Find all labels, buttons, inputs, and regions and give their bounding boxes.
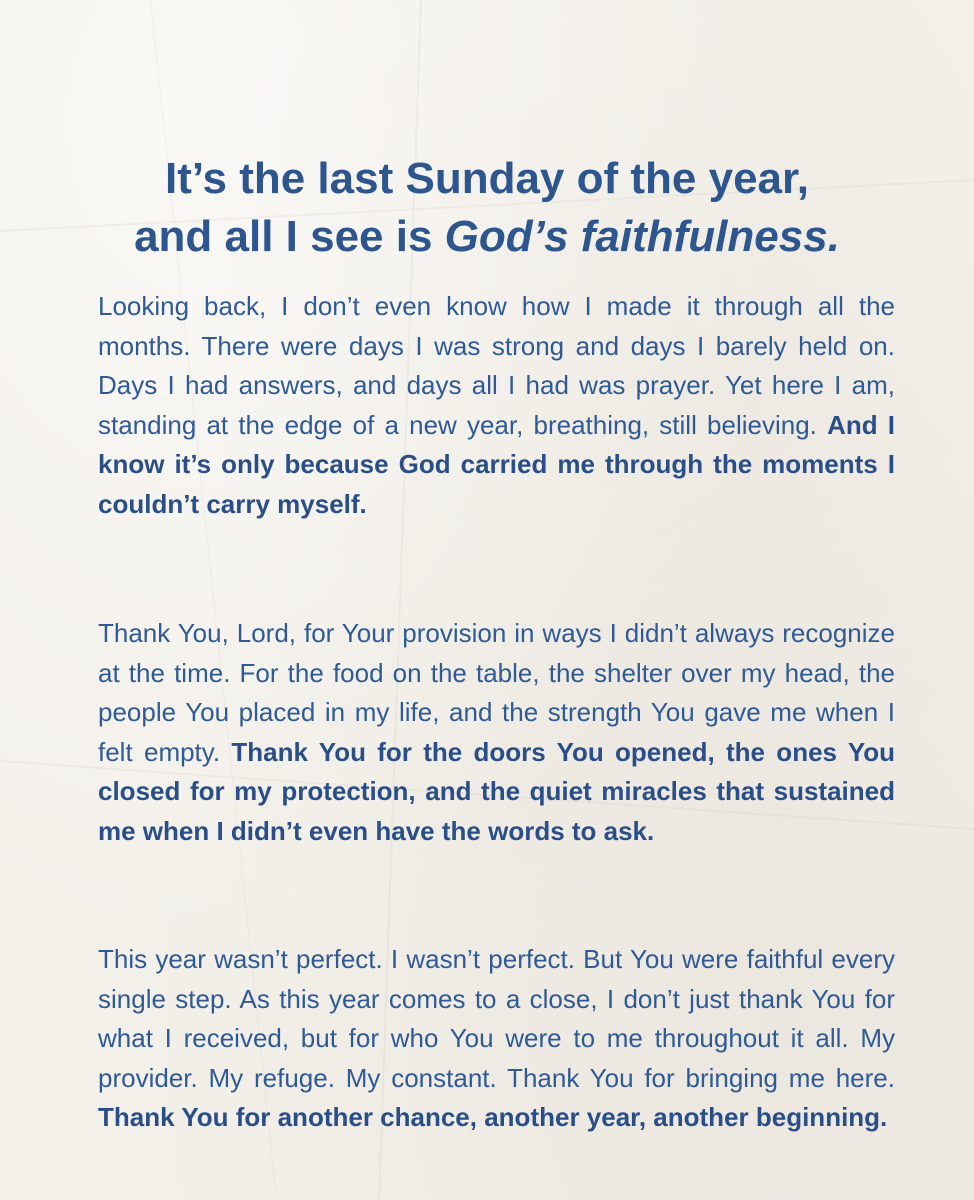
paragraph-1-text: Looking back, I don’t even know how I made it through all the months. There were days I was strong and days I barely held on. Days I had answers, and days all I had was prayer. Yet here I am, standing at the edge of a new year, breathing, still believing.: [98, 291, 895, 440]
paragraph-1-bold: And I know it’s only because God carried me through the moments I couldn’t carry myself.: [98, 409, 895, 519]
paragraph-3: [98, 940, 895, 1138]
paragraph-3-bold: Thank You for another chance, another year, another beginning.: [98, 1102, 888, 1132]
title-line-1: It’s the last Sunday of the year,: [165, 154, 809, 203]
title-line-2-emphasis: God’s faithfulness.: [444, 212, 840, 261]
paragraph-3-text: This year wasn’t perfect. I wasn’t perfect. But You were faithful every single step. As this year comes to a close, I don’t just thank You for what I received, but for who You were to me throughout it all. My provider. My refuge. My constant. Thank You for bringing me here.: [98, 944, 895, 1093]
page-title: [60, 150, 914, 266]
title-line-2-prefix: and all I see is: [134, 212, 445, 261]
paragraph-2: [98, 614, 895, 851]
paragraph-1: [98, 287, 895, 524]
paragraph-2-text: Thank You, Lord, for Your provision in ways I didn’t always recognize at the time. For the food on the table, the shelter over my head, the people You placed in my life, and the strength You gave me when I felt empty.: [98, 618, 895, 767]
paragraph-2-bold: Thank You for the doors You opened, the ones You closed for my protection, and the quiet miracles that sustained me when I didn’t even have the words to ask.: [98, 736, 896, 846]
